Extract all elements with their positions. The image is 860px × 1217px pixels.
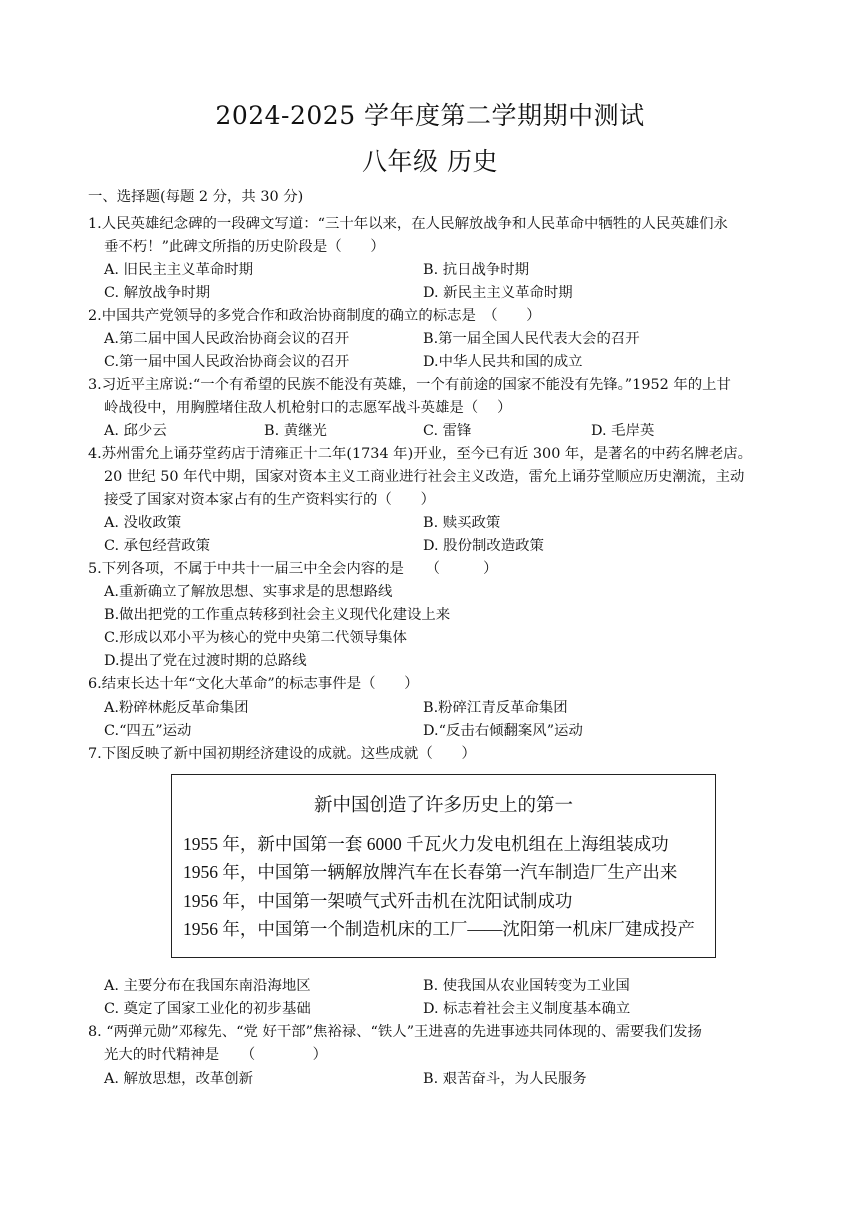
- exam-title: 2024-2025 学年度第二学期期中测试: [215, 101, 645, 130]
- q7-box-item-4: 1956 年，中国第一个制造机床的工厂——沈阳第一机床厂建成投产: [183, 919, 695, 939]
- q3-stem-line-2: 岭战役中，用胸膛堵住敌人机枪射口的志愿军战斗英雄是（ ）: [104, 400, 512, 416]
- q5-option-c: C.形成以邓小平为核心的党中央第二代领导集体: [104, 630, 407, 646]
- q6-option-d: D.“反击右倾翻案风”运动: [423, 723, 583, 739]
- q4-option-c: C. 承包经营政策: [104, 538, 210, 554]
- q4-stem-line-3: 接受了国家对资本家占有的生产资料实行的（ ）: [104, 492, 435, 508]
- q7-option-b: B. 使我国从农业国转变为工业国: [423, 978, 630, 994]
- q1-option-d: D. 新民主主义革命时期: [423, 285, 573, 301]
- q4-stem-line-2: 20 世纪 50 年代中期，国家对资本主义工商业进行社会主义改造，雷允上诵芬堂顺应历史潮流，主动: [104, 469, 745, 485]
- q4-option-b: B. 赎买政策: [423, 515, 501, 531]
- q5-option-a: A.重新确立了解放思想、实事求是的思想路线: [104, 584, 393, 600]
- q8-option-a: A. 解放思想，改革创新: [104, 1071, 254, 1087]
- q4-stem-line-1: 4.苏州雷允上诵芬堂药店于清雍正十二年(1734 年)开业，至今已有近 300 年，是著名的中药名牌老店。: [88, 446, 753, 462]
- q3-stem-line-1: 3.习近平主席说:“一个有希望的民族不能没有英雄，一个有前途的国家不能没有先锋。”1952 年的上甘: [88, 377, 731, 393]
- q6-option-c: C.“四五”运动: [104, 723, 192, 739]
- q8-stem-line-1: 8. “两弹元勋”邓稼先、“党 好干部”焦裕禄、“铁人”王进喜的先进事迹共同体现的、需要我们发扬: [88, 1024, 702, 1040]
- q6-option-a: A.粉碎林彪反革命集团: [104, 700, 249, 716]
- q1-option-b: B. 抗日战争时期: [423, 262, 530, 278]
- q2-stem: 2.中国共产党领导的多党合作和政治协商制度的确立的标志是 （ ）: [88, 308, 541, 324]
- exam-subtitle: 八年级 历史: [362, 147, 498, 176]
- q1-option-a: A. 旧民主主义革命时期: [104, 262, 254, 278]
- q6-option-b: B.粉碎江青反革命集团: [423, 700, 568, 716]
- q7-box-title: 新中国创造了许多历史上的第一: [313, 796, 573, 816]
- q7-box-item-1: 1955 年，新中国第一套 6000 千瓦火力发电机组在上海组装成功: [183, 834, 669, 854]
- q3-option-c: C. 雷锋: [423, 423, 472, 439]
- q1-stem-line-1: 1.人民英雄纪念碑的一段碑文写道：“三十年以来，在人民解放战争和人民革命中牺牲的人民英雄们永: [88, 216, 728, 232]
- q5-option-d: D.提出了党在过渡时期的总路线: [104, 653, 307, 669]
- q3-option-d: D. 毛岸英: [591, 423, 655, 439]
- q8-option-b: B. 艰苦奋斗，为人民服务: [423, 1071, 587, 1087]
- q3-option-b: B. 黄继光: [264, 423, 327, 439]
- q4-option-d: D. 股份制改造政策: [423, 538, 544, 554]
- q7-box-item-2: 1956 年，中国第一辆解放牌汽车在长春第一汽车制造厂生产出来: [183, 862, 678, 882]
- q7-option-d: D. 标志着社会主义制度基本确立: [423, 1001, 631, 1017]
- q8-stem-line-2: 光大的时代精神是 （ ）: [104, 1047, 328, 1063]
- q7-option-a: A. 主要分布在我国东南沿海地区: [104, 978, 311, 994]
- q2-option-a: A.第二届中国人民政治协商会议的召开: [104, 331, 350, 347]
- q1-stem-line-2: 垂不朽！”此碑文所指的历史阶段是（ ）: [104, 239, 385, 255]
- q2-option-c: C.第一届中国人民政治协商会议的召开: [104, 354, 350, 370]
- section-heading: 一、选择题(每题 2 分，共 30 分): [88, 189, 304, 205]
- q3-option-a: A. 邱少云: [104, 423, 167, 439]
- q7-stem: 7.下图反映了新中国初期经济建设的成就。这些成就（ ）: [88, 746, 476, 762]
- q5-option-b: B.做出把党的工作重点转移到社会主义现代化建设上来: [104, 607, 451, 623]
- q1-option-c: C. 解放战争时期: [104, 285, 210, 301]
- q5-stem: 5.下列各项，不属于中共十一届三中全会内容的是 （ ）: [88, 561, 498, 577]
- q7-option-c: C. 奠定了国家工业化的初步基础: [104, 1001, 311, 1017]
- q2-option-b: B.第一届全国人民代表大会的召开: [423, 331, 640, 347]
- q7-box-item-3: 1956 年，中国第一架喷气式歼击机在沈阳试制成功: [183, 891, 573, 911]
- q2-option-d: D.中华人民共和国的成立: [423, 354, 583, 370]
- q4-option-a: A. 没收政策: [104, 515, 182, 531]
- q7-info-box: [171, 774, 716, 958]
- q6-stem: 6.结束长达十年“文化大革命”的标志事件是（ ）: [88, 676, 419, 692]
